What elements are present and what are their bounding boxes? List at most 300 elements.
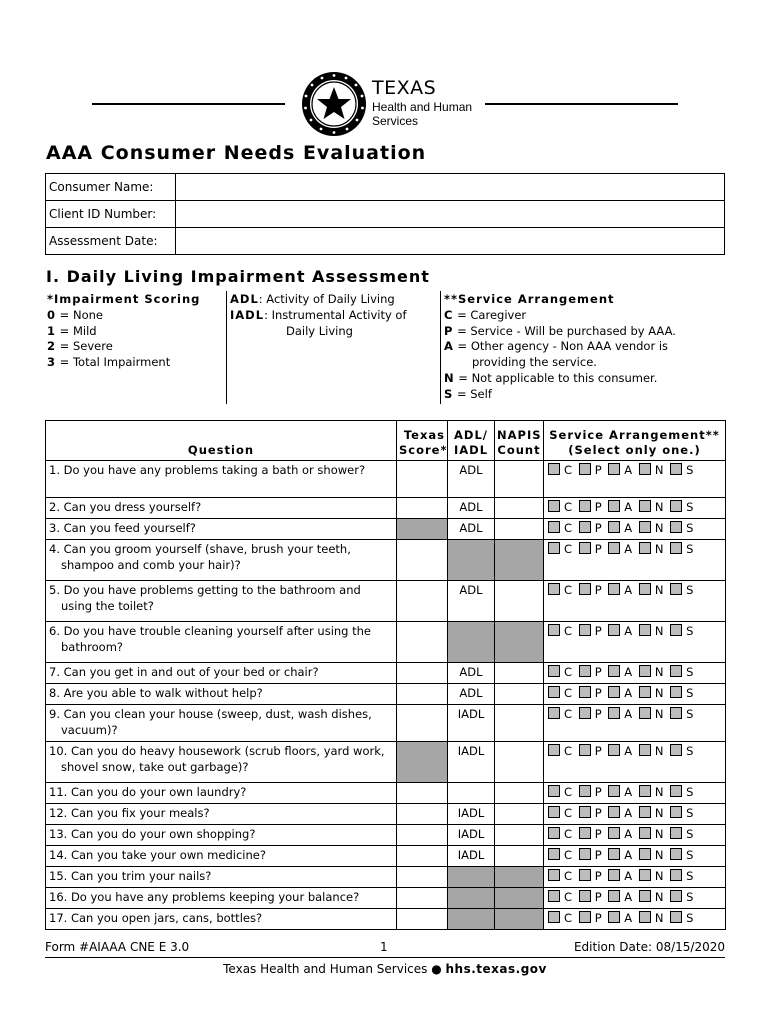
question-text	[46, 684, 397, 705]
option-label: N	[654, 665, 664, 679]
logo-line3: Services	[372, 114, 419, 128]
checkbox[interactable]	[608, 665, 620, 677]
service-option-a[interactable]	[608, 521, 632, 537]
checkbox[interactable]	[670, 665, 682, 677]
service-option-p[interactable]	[579, 686, 602, 702]
option-label: A	[624, 500, 633, 514]
service-option-n[interactable]	[639, 785, 664, 801]
service-option-c[interactable]	[548, 583, 572, 599]
checkbox[interactable]	[670, 890, 682, 902]
checkbox[interactable]	[670, 911, 682, 923]
checkbox[interactable]	[608, 463, 620, 475]
scoring-code: 3	[47, 355, 57, 370]
service-arrangement-cell	[544, 888, 726, 909]
checkbox[interactable]	[608, 624, 620, 636]
option-label: S	[686, 624, 694, 638]
service-option-n[interactable]	[639, 542, 664, 558]
checkbox[interactable]	[670, 707, 682, 719]
question-row	[46, 825, 726, 846]
scoring-title: *Impairment Scoring	[47, 292, 201, 306]
option-label: P	[594, 542, 602, 556]
service-text: providing the service.	[472, 355, 597, 370]
option-label: A	[624, 806, 633, 820]
question-label: 14. Can you take your own medicine?	[49, 848, 266, 862]
texas-score-cell[interactable]	[397, 540, 448, 581]
client-id-field[interactable]	[176, 201, 725, 228]
checkbox[interactable]	[608, 848, 620, 860]
service-option-a[interactable]	[608, 500, 632, 516]
service-option-c[interactable]	[548, 707, 572, 723]
service-option-n[interactable]	[639, 848, 664, 864]
texas-score-cell[interactable]	[397, 705, 448, 742]
checkbox[interactable]	[579, 500, 591, 512]
service-option-a[interactable]	[608, 806, 632, 822]
service-option-a[interactable]	[608, 785, 632, 801]
option-label: N	[654, 686, 664, 700]
texas-score-cell[interactable]	[397, 581, 448, 622]
checkbox[interactable]	[548, 583, 560, 595]
service-option-s[interactable]	[670, 665, 693, 681]
service-option-s[interactable]	[670, 542, 693, 558]
texas-score-cell[interactable]	[397, 825, 448, 846]
checkbox[interactable]	[548, 686, 560, 698]
service-option-a[interactable]	[608, 583, 632, 599]
napis-count-cell[interactable]	[495, 804, 544, 825]
option-label: A	[624, 521, 633, 535]
service-option-p[interactable]	[579, 707, 602, 723]
checkbox[interactable]	[670, 827, 682, 839]
checkbox[interactable]	[548, 785, 560, 797]
option-label: S	[686, 686, 694, 700]
service-option-c[interactable]	[548, 463, 572, 479]
checkbox[interactable]	[548, 542, 560, 554]
service-option-c[interactable]	[548, 624, 572, 640]
assessment-date-field[interactable]	[176, 228, 725, 255]
option-label: A	[624, 542, 633, 556]
texas-score-cell	[397, 519, 448, 540]
option-label: C	[564, 500, 573, 514]
service-option-n[interactable]	[639, 707, 664, 723]
texas-score-cell[interactable]	[397, 684, 448, 705]
service-arrangement-cell	[544, 498, 726, 519]
texas-score-cell[interactable]	[397, 461, 448, 498]
checkbox[interactable]	[579, 665, 591, 677]
napis-count-cell[interactable]	[495, 825, 544, 846]
texas-score-cell[interactable]	[397, 804, 448, 825]
service-option-a[interactable]	[608, 911, 632, 927]
service-option-n[interactable]	[639, 744, 664, 760]
service-option-s[interactable]	[670, 521, 693, 537]
texas-score-cell[interactable]	[397, 663, 448, 684]
option-label: C	[564, 869, 573, 883]
service-option-a[interactable]	[608, 848, 632, 864]
checkbox[interactable]	[639, 707, 651, 719]
service-text: = Caregiver	[453, 307, 527, 322]
service-option-c[interactable]	[548, 686, 572, 702]
service-option-p[interactable]	[579, 911, 602, 927]
service-option-c[interactable]	[548, 827, 572, 843]
question-text	[46, 742, 397, 783]
option-label: P	[594, 911, 602, 925]
option-label: S	[686, 848, 694, 862]
header-question: Question	[46, 421, 397, 461]
question-label: 4. Can you groom yourself (shave, brush your teeth, shampoo and comb your hair)?	[49, 542, 351, 572]
texas-score-cell[interactable]	[397, 909, 448, 930]
checkbox[interactable]	[639, 848, 651, 860]
service-option-n[interactable]	[639, 583, 664, 599]
service-option-p[interactable]	[579, 665, 602, 681]
question-label: 16. Do you have any problems keeping your balance?	[49, 890, 360, 904]
checkbox[interactable]	[548, 744, 560, 756]
checkbox[interactable]	[608, 785, 620, 797]
option-label: P	[594, 707, 602, 721]
service-option-s[interactable]	[670, 500, 693, 516]
option-label: S	[686, 542, 694, 556]
service-arrangement-cell	[544, 705, 726, 742]
texas-score-cell	[397, 742, 448, 783]
checkbox[interactable]	[579, 521, 591, 533]
service-option-a[interactable]	[608, 624, 632, 640]
service-option-s[interactable]	[670, 707, 693, 723]
consumer-info-table	[45, 173, 725, 255]
checkbox[interactable]	[548, 806, 560, 818]
checkbox[interactable]	[639, 827, 651, 839]
checkbox[interactable]	[670, 542, 682, 554]
agency-footer	[0, 962, 770, 976]
service-option-c[interactable]	[548, 665, 572, 681]
checkbox[interactable]	[608, 500, 620, 512]
checkbox[interactable]	[608, 686, 620, 698]
checkbox[interactable]	[548, 848, 560, 860]
adl-code: ADL	[230, 292, 259, 306]
napis-count-cell[interactable]	[495, 846, 544, 867]
service-option-s[interactable]	[670, 869, 693, 885]
service-option-n[interactable]	[639, 624, 664, 640]
option-label: S	[686, 744, 694, 758]
checkbox[interactable]	[579, 827, 591, 839]
service-option-n[interactable]	[639, 500, 664, 516]
website-link[interactable]: hhs.texas.gov	[445, 962, 547, 976]
service-option-n[interactable]	[639, 686, 664, 702]
checkbox[interactable]	[548, 890, 560, 902]
checkbox[interactable]	[670, 848, 682, 860]
option-label: P	[594, 500, 602, 514]
service-option-s[interactable]	[670, 827, 693, 843]
checkbox[interactable]	[670, 744, 682, 756]
service-option-s[interactable]	[670, 890, 693, 906]
adl-text: : Activity of Daily Living	[258, 292, 395, 306]
service-option-s[interactable]	[670, 744, 693, 760]
question-text	[46, 663, 397, 684]
napis-count-cell[interactable]	[495, 783, 544, 804]
service-option-a[interactable]	[608, 744, 632, 760]
service-arrangement-cell	[544, 867, 726, 888]
service-option-c[interactable]	[548, 848, 572, 864]
checkbox[interactable]	[608, 521, 620, 533]
question-row	[46, 909, 726, 930]
option-label: S	[686, 869, 694, 883]
service-option-a[interactable]	[608, 827, 632, 843]
assessment-date-row	[46, 228, 725, 255]
service-option-a[interactable]	[608, 665, 632, 681]
service-arrangement-cell	[544, 742, 726, 783]
service-option-c[interactable]	[548, 542, 572, 558]
service-option-s[interactable]	[670, 848, 693, 864]
question-text	[46, 846, 397, 867]
service-option-s[interactable]	[670, 686, 693, 702]
checkbox[interactable]	[608, 542, 620, 554]
option-label: S	[686, 785, 694, 799]
checkbox[interactable]	[548, 869, 560, 881]
service-option-c[interactable]	[548, 744, 572, 760]
checkbox[interactable]	[608, 806, 620, 818]
question-label: 15. Can you trim your nails?	[49, 869, 212, 883]
checkbox[interactable]	[579, 911, 591, 923]
checkbox[interactable]	[579, 707, 591, 719]
checkbox[interactable]	[608, 869, 620, 881]
consumer-name-field[interactable]	[176, 174, 725, 201]
checkbox[interactable]	[579, 869, 591, 881]
napis-count-cell[interactable]	[495, 498, 544, 519]
checkbox[interactable]	[548, 500, 560, 512]
checkbox[interactable]	[639, 869, 651, 881]
adl-iadl-cell: IADL	[448, 742, 495, 783]
checkbox[interactable]	[548, 707, 560, 719]
edition-date: Edition Date: 08/15/2020	[573, 940, 725, 954]
checkbox[interactable]	[548, 624, 560, 636]
scoring-text: = Mild	[56, 323, 97, 338]
checkbox[interactable]	[639, 463, 651, 475]
service-option-c[interactable]	[548, 785, 572, 801]
texas-score-cell[interactable]	[397, 888, 448, 909]
option-label: P	[594, 521, 602, 535]
checkbox[interactable]	[579, 542, 591, 554]
service-option-c[interactable]	[548, 869, 572, 885]
service-option-p[interactable]	[579, 542, 602, 558]
question-text	[46, 519, 397, 540]
checkbox[interactable]	[548, 665, 560, 677]
header-service-arrangement: Service Arrangement** (Select only one.)	[544, 421, 726, 461]
napis-count-cell[interactable]	[495, 519, 544, 540]
option-label: C	[564, 848, 573, 862]
napis-count-cell[interactable]	[495, 461, 544, 498]
checkbox[interactable]	[608, 827, 620, 839]
service-code: C	[444, 307, 454, 322]
question-text	[46, 909, 397, 930]
checkbox[interactable]	[670, 624, 682, 636]
service-option-c[interactable]	[548, 521, 572, 537]
service-option-a[interactable]	[608, 707, 632, 723]
checkbox[interactable]	[670, 785, 682, 797]
service-option-p[interactable]	[579, 890, 602, 906]
service-code: P	[444, 323, 454, 338]
option-label: P	[594, 686, 602, 700]
adl-iadl-cell: IADL	[448, 846, 495, 867]
checkbox[interactable]	[639, 521, 651, 533]
option-label: A	[624, 583, 633, 597]
service-option-n[interactable]	[639, 521, 664, 537]
service-option-a[interactable]	[608, 463, 632, 479]
service-option-n[interactable]	[639, 827, 664, 843]
checkbox[interactable]	[608, 744, 620, 756]
option-label: C	[564, 624, 573, 638]
checkbox[interactable]	[639, 744, 651, 756]
service-option-p[interactable]	[579, 848, 602, 864]
option-label: C	[564, 827, 573, 841]
service-option-a[interactable]	[608, 890, 632, 906]
service-option-s[interactable]	[670, 583, 693, 599]
service-option-s[interactable]	[670, 624, 693, 640]
service-title: **Service Arrangement	[444, 292, 615, 306]
service-option-p[interactable]	[579, 806, 602, 822]
napis-count-cell[interactable]	[495, 742, 544, 783]
service-option-c[interactable]	[548, 500, 572, 516]
checkbox[interactable]	[548, 463, 560, 475]
checkbox[interactable]	[639, 686, 651, 698]
question-row	[46, 498, 726, 519]
service-text: = Service - Will be purchased by AAA.	[453, 323, 676, 338]
checkbox[interactable]	[548, 911, 560, 923]
service-option-a[interactable]	[608, 869, 632, 885]
texas-score-cell[interactable]	[397, 867, 448, 888]
checkbox[interactable]	[639, 500, 651, 512]
service-arrangement-cell	[544, 909, 726, 930]
question-label: 7. Can you get in and out of your bed or chair?	[49, 665, 319, 679]
option-label: S	[686, 890, 694, 904]
option-label: A	[624, 686, 633, 700]
option-label: S	[686, 911, 694, 925]
texas-score-cell[interactable]	[397, 783, 448, 804]
checkbox[interactable]	[548, 521, 560, 533]
service-option-p[interactable]	[579, 463, 602, 479]
checkbox[interactable]	[579, 785, 591, 797]
service-option-c[interactable]	[548, 806, 572, 822]
question-text	[46, 461, 397, 498]
checkbox[interactable]	[579, 806, 591, 818]
option-label: S	[686, 521, 694, 535]
service-arrangement-cell	[544, 804, 726, 825]
question-row	[46, 461, 726, 498]
checkbox[interactable]	[579, 686, 591, 698]
napis-count-cell[interactable]	[495, 581, 544, 622]
option-label: A	[624, 848, 633, 862]
checkbox[interactable]	[608, 911, 620, 923]
scoring-text: = None	[56, 307, 103, 322]
checkbox[interactable]	[579, 744, 591, 756]
checkbox[interactable]	[579, 624, 591, 636]
checkbox[interactable]	[608, 890, 620, 902]
texas-score-cell[interactable]	[397, 622, 448, 663]
service-option-a[interactable]	[608, 542, 632, 558]
checkbox[interactable]	[639, 911, 651, 923]
service-option-n[interactable]	[639, 890, 664, 906]
service-option-a[interactable]	[608, 686, 632, 702]
service-option-c[interactable]	[548, 911, 572, 927]
service-option-n[interactable]	[639, 806, 664, 822]
service-option-p[interactable]	[579, 624, 602, 640]
adl-iadl-cell: IADL	[448, 825, 495, 846]
checkbox[interactable]	[579, 583, 591, 595]
option-label: A	[624, 463, 633, 477]
checkbox[interactable]	[639, 624, 651, 636]
service-option-c[interactable]	[548, 890, 572, 906]
napis-count-cell	[495, 622, 544, 663]
checkbox[interactable]	[670, 500, 682, 512]
service-option-n[interactable]	[639, 911, 664, 927]
option-label: C	[564, 707, 573, 721]
texas-seal-icon	[300, 70, 368, 138]
option-label: C	[564, 911, 573, 925]
logo-texas: TEXAS	[372, 77, 437, 99]
checkbox[interactable]	[639, 785, 651, 797]
option-label: N	[654, 911, 664, 925]
question-text	[46, 622, 397, 663]
napis-count-cell[interactable]	[495, 663, 544, 684]
texas-score-cell[interactable]	[397, 498, 448, 519]
checkbox[interactable]	[670, 583, 682, 595]
service-option-p[interactable]	[579, 869, 602, 885]
service-option-p[interactable]	[579, 744, 602, 760]
header-rule-left	[92, 103, 285, 105]
option-label: P	[594, 890, 602, 904]
checkbox[interactable]	[579, 890, 591, 902]
checkbox[interactable]	[639, 542, 651, 554]
question-row	[46, 684, 726, 705]
header-logo	[0, 0, 770, 128]
service-option-s[interactable]	[670, 463, 693, 479]
checkbox[interactable]	[639, 890, 651, 902]
service-option-s[interactable]	[670, 806, 693, 822]
adl-iadl-cell: ADL	[448, 581, 495, 622]
checkbox[interactable]	[579, 463, 591, 475]
scoring-text: = Severe	[56, 339, 113, 354]
option-label: C	[564, 890, 573, 904]
service-option-p[interactable]	[579, 785, 602, 801]
adl-iadl-cell: ADL	[448, 663, 495, 684]
checkbox[interactable]	[670, 686, 682, 698]
option-label: P	[594, 827, 602, 841]
service-option-s[interactable]	[670, 785, 693, 801]
service-option-p[interactable]	[579, 583, 602, 599]
legend	[45, 291, 725, 404]
service-option-s[interactable]	[670, 911, 693, 927]
checkbox[interactable]	[639, 583, 651, 595]
napis-count-cell[interactable]	[495, 684, 544, 705]
checkbox[interactable]	[639, 806, 651, 818]
texas-score-cell[interactable]	[397, 846, 448, 867]
service-arrangement-cell	[544, 846, 726, 867]
checkbox[interactable]	[608, 707, 620, 719]
checkbox[interactable]	[548, 827, 560, 839]
checkbox[interactable]	[670, 869, 682, 881]
napis-count-cell[interactable]	[495, 705, 544, 742]
checkbox[interactable]	[579, 848, 591, 860]
header-adl-iadl: ADL/ IADL	[448, 421, 495, 461]
checkbox[interactable]	[608, 583, 620, 595]
service-option-n[interactable]	[639, 869, 664, 885]
checkbox[interactable]	[670, 463, 682, 475]
checkbox[interactable]	[670, 806, 682, 818]
service-option-n[interactable]	[639, 665, 664, 681]
option-label: S	[686, 665, 694, 679]
service-arrangement-cell	[544, 581, 726, 622]
checkbox[interactable]	[670, 521, 682, 533]
service-option-n[interactable]	[639, 463, 664, 479]
service-option-p[interactable]	[579, 827, 602, 843]
service-option-p[interactable]	[579, 500, 602, 516]
service-option-p[interactable]	[579, 521, 602, 537]
checkbox[interactable]	[639, 665, 651, 677]
